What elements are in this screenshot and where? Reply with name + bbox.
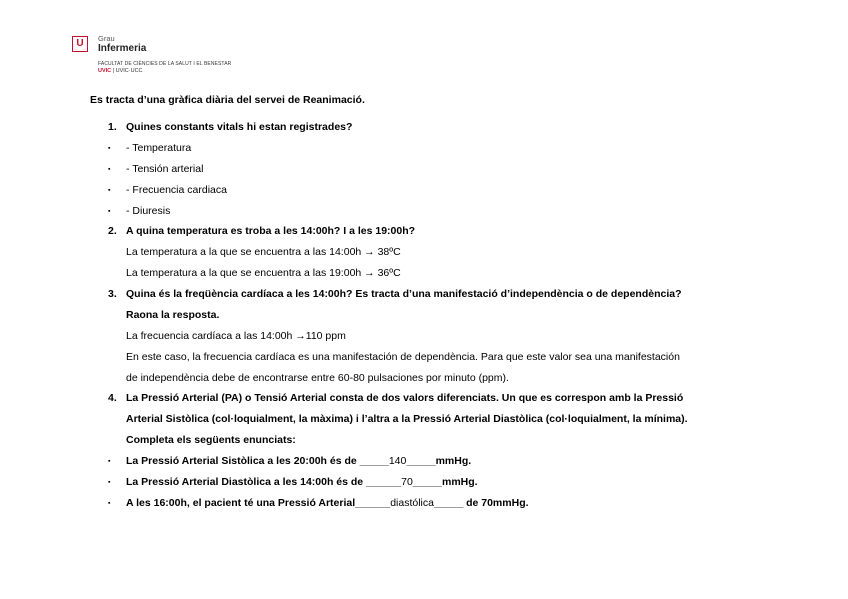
q1-question: Quines constants vitals hi estan registrades? — [126, 121, 353, 133]
q4-s2-prefix: La Pressió Arterial Diastòlica a les 14:00h és de ______ — [126, 476, 402, 488]
q1-answer-4: - Diuresis — [126, 205, 171, 217]
bullet-icon: ▪ — [108, 187, 111, 194]
q1-answer-3: - Frecuencia cardiaca — [126, 184, 227, 196]
q3-question-line1: Quina és la freqüència cardíaca a les 14:00h? Es tracta d’una manifestació d’independència o de dependència? — [126, 288, 682, 300]
q4-question-line3: Completa els següents enunciats: — [126, 434, 296, 446]
q4-number: 4. — [108, 392, 117, 404]
q4-s1-prefix: La Pressió Arterial Sistòlica a les 20:00h és de _____ — [126, 455, 389, 467]
q4-statement-1 — [126, 455, 471, 467]
q4-s1-answer: 140 — [388, 455, 407, 467]
q1-answer-1: - Temperatura — [126, 142, 192, 154]
q4-s2-suffix: _____mmHg. — [412, 476, 478, 488]
logo-university-text — [98, 68, 143, 74]
logo-grau-text: Grau — [98, 34, 115, 43]
bullet-icon: ▪ — [108, 500, 111, 507]
q4-question-line1: La Pressió Arterial (PA) o Tensió Arterial consta de dos valors diferenciats. Un que es correspon amb la Pressió — [126, 392, 684, 404]
logo-degree-name: Infermeria — [98, 43, 147, 54]
q4-s3-answer: diastólica — [390, 497, 434, 509]
logo-uvic-red: UVIC — [98, 68, 112, 74]
q4-s2-answer: 70 — [401, 476, 413, 488]
uvic-logo-icon: U — [72, 36, 88, 52]
q3-question-line2: Raona la resposta. — [126, 309, 220, 321]
bullet-icon: ▪ — [108, 145, 111, 152]
q3-number: 3. — [108, 288, 117, 300]
q1-number: 1. — [108, 121, 117, 133]
q4-s3-suffix: _____ de 70mmHg. — [433, 497, 529, 509]
q4-s1-suffix: _____mmHg. — [406, 455, 472, 467]
bullet-icon: ▪ — [108, 208, 111, 215]
q4-question-line2: Arterial Sistòlica (col·loquialment, la màxima) i l’altra a la Pressió Arterial Diastòlica (col·loquialment, la mínima). — [126, 413, 688, 425]
q4-statement-3 — [126, 497, 529, 509]
logo-faculty-text: FACULTAT DE CIÈNCIES DE LA SALUT I EL BENESTAR — [98, 61, 232, 67]
q2-answer-1: La temperatura a la que se encuentra a las 14:00h → 38ºC — [126, 246, 401, 258]
logo-uvic-rest: | UVIC·UCC — [111, 68, 143, 74]
q2-number: 2. — [108, 225, 117, 237]
q4-s3-prefix: A les 16:00h, el pacient té una Pressió Arterial______ — [126, 497, 391, 509]
q3-answer-1: La frecuencia cardíaca a las 14:00h →110 ppm — [126, 330, 346, 342]
q2-question: A quina temperatura es troba a les 14:00h? I a les 19:00h? — [126, 225, 416, 237]
q3-answer-2-line1: En este caso, la frecuencia cardíaca es una manifestación de dependència. Para que este valor sea una manifestación — [126, 351, 680, 363]
bullet-icon: ▪ — [108, 458, 111, 465]
q2-answer-2: La temperatura a la que se encuentra a las 19:00h → 36ºC — [126, 267, 401, 279]
q3-answer-2-line2: de independència debe de encontrarse entre 60-80 pulsaciones por minuto (ppm). — [126, 372, 509, 384]
bullet-icon: ▪ — [108, 166, 111, 173]
q4-statement-2 — [126, 476, 478, 488]
bullet-icon: ▪ — [108, 479, 111, 486]
q1-answer-2: - Tensión arterial — [126, 163, 204, 175]
intro-heading: Es tracta d’una gràfica diària del servei de Reanimació. — [90, 94, 365, 106]
